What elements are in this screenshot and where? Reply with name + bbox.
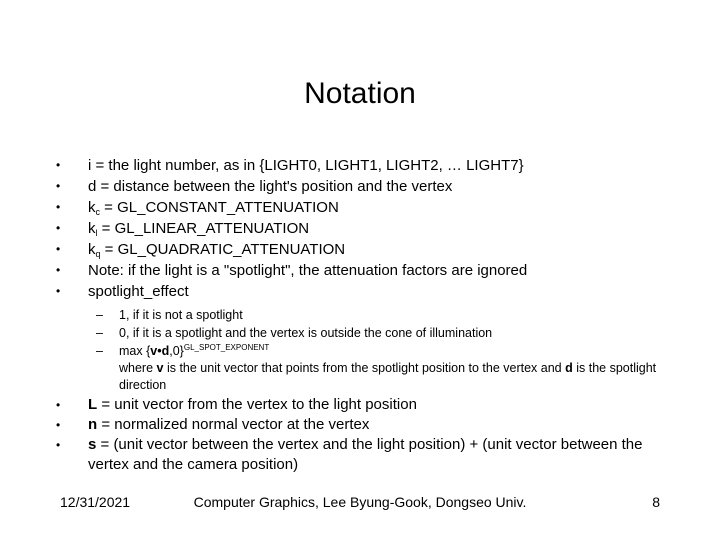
dash-icon: – — [96, 308, 103, 322]
list-item: • $k_l$ = GL_LINEAR_ATTENUATION — [56, 220, 310, 238]
page-number: 8 — [652, 494, 660, 510]
spotlight-effect-list — [96, 306, 676, 394]
footer-date: 12/31/2021 — [60, 494, 131, 510]
list-item: • d = distance between the light's position and the vertex — [56, 178, 453, 195]
bullet-icon: • — [56, 284, 61, 298]
list-item: • L = unit vector from the vertex to the light position — [56, 396, 417, 413]
list-item: • $k_q$ = GL_QUADRATIC_ATTENUATION — [56, 241, 346, 259]
dash-icon: – — [96, 326, 103, 340]
list-item: • Note: if the light is a "spotlight", the attenuation factors are ignored — [56, 262, 528, 279]
sub-list-item: – max {v•d,0}$^{GL\_SPOT\_EXPONENT}$ — [96, 343, 270, 358]
sub-list-item: – 0, if it is a spotlight and the vertex is outside the cone of illumination — [96, 326, 493, 340]
list-item: • spotlight_effect — [56, 283, 189, 300]
list-item: • s = (unit vector between the vertex and the light position) + (unit vector between the vertex and the camera position) — [56, 436, 643, 473]
notation-list — [56, 155, 676, 302]
where-description: where v is the unit vector that points from the spotlight position to the vertex and d is the spotlight direction — [119, 361, 657, 392]
sub-list-item: – 1, if it is not a spotlight — [96, 308, 243, 322]
bullet-icon: • — [56, 418, 61, 432]
list-item: • i = the light number, as in {LIGHT0, LIGHT1, LIGHT2, … LIGHT7} — [56, 157, 524, 174]
bullet-icon: • — [56, 158, 61, 172]
vector-list — [56, 395, 666, 475]
footer-course: Computer Graphics, Lee Byung-Gook, Dongseo Univ. — [193, 494, 527, 510]
bullet-icon: • — [56, 242, 61, 256]
list-item: • n = normalized normal vector at the vertex — [56, 416, 370, 433]
dash-icon: – — [96, 344, 103, 358]
bullet-icon: • — [56, 438, 61, 452]
bullet-icon: • — [56, 398, 61, 412]
bullet-icon: • — [56, 179, 61, 193]
bullet-icon: • — [56, 263, 61, 277]
list-item: • $k_c$ = GL_CONSTANT_ATTENUATION — [56, 199, 339, 217]
bullet-icon: • — [56, 200, 61, 214]
slide-title: Notation — [304, 77, 416, 110]
bullet-icon: • — [56, 221, 61, 235]
